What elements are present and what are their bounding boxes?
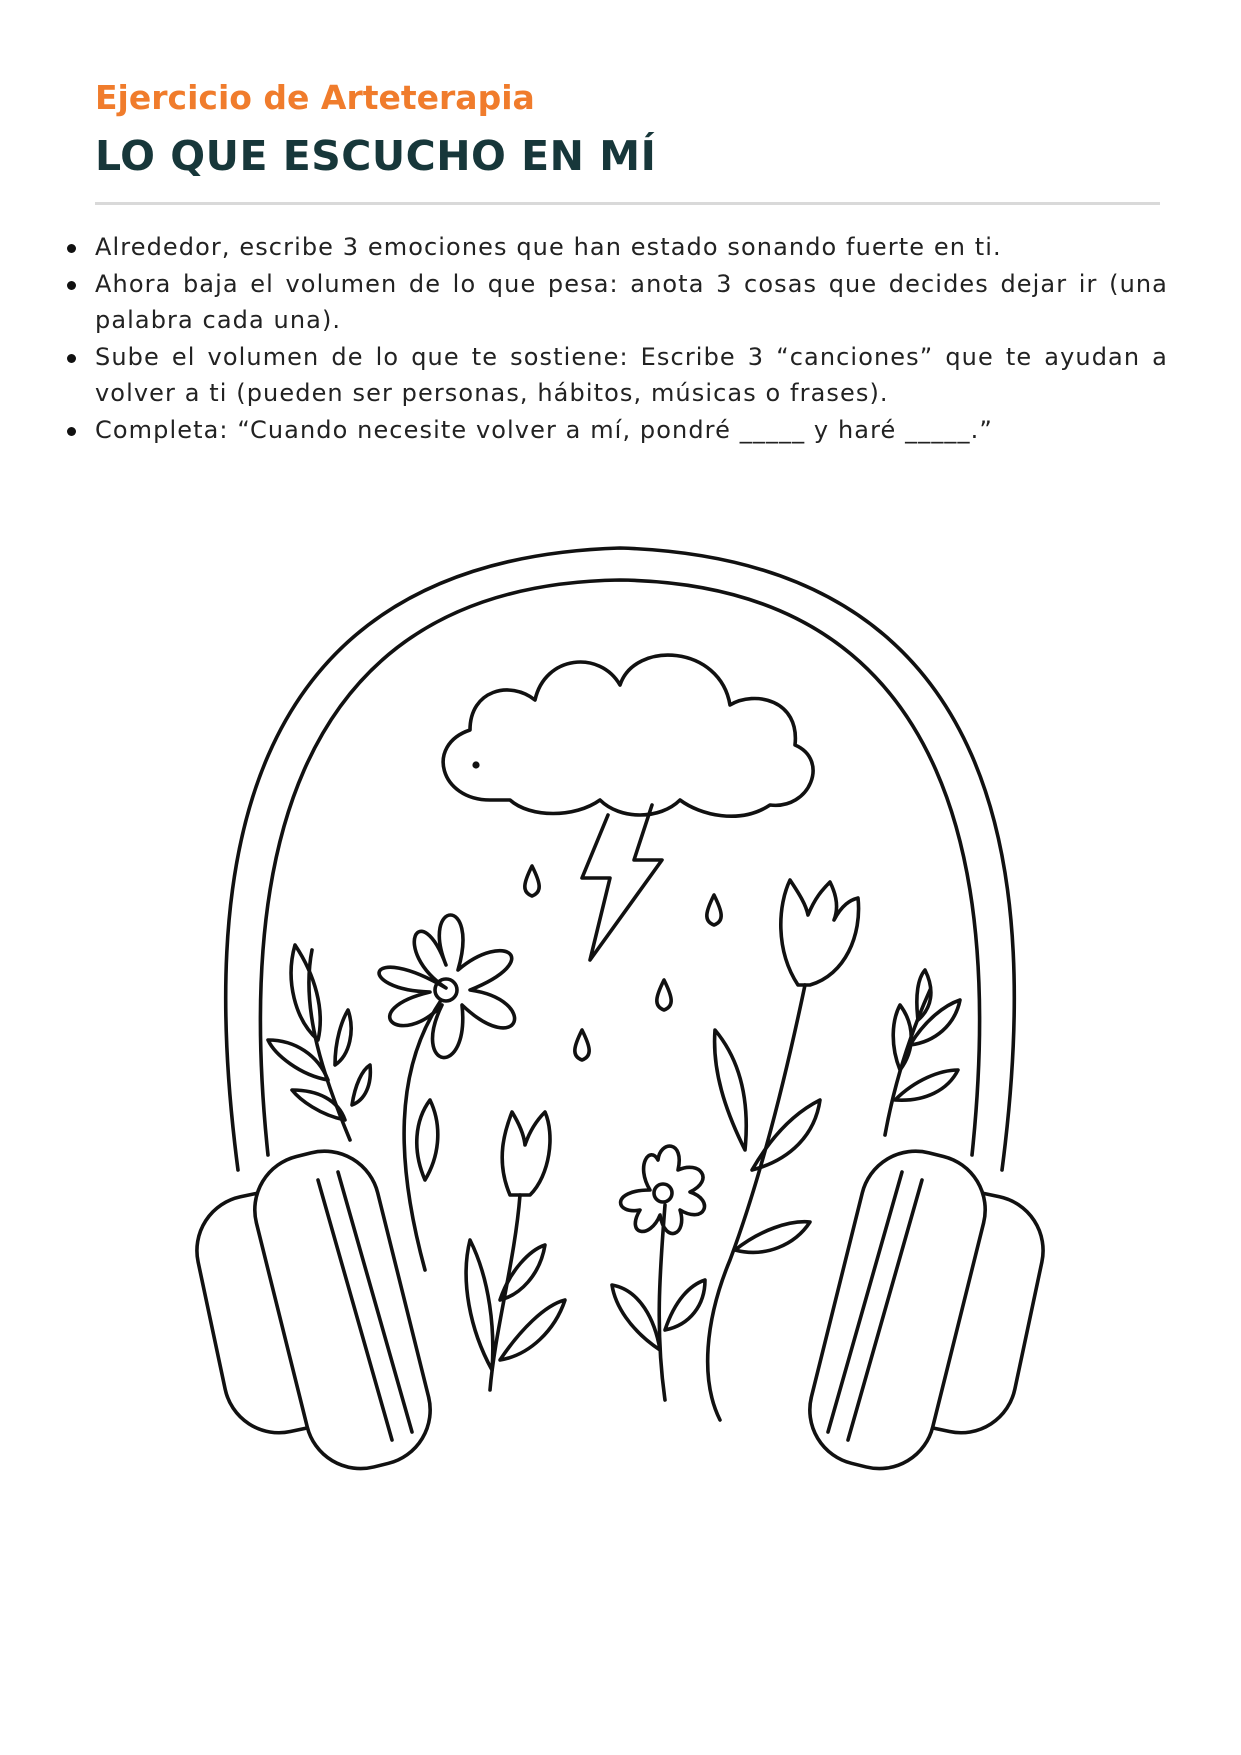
tulip-icon — [466, 1112, 565, 1390]
flower-icon — [379, 915, 514, 1270]
instruction-list — [95, 229, 1168, 448]
bullet-icon — [67, 281, 76, 290]
instruction-text: Completa: “Cuando necesite volver a mí, pondré _____ y haré _____.” — [95, 415, 993, 444]
headband-icon — [226, 548, 1015, 1170]
instruction-text: Alrededor, escribe 3 emociones que han estado sonando fuerte en ti. — [95, 233, 1002, 261]
instruction-item — [95, 229, 1168, 266]
left-earcup-icon — [187, 1140, 442, 1481]
bullet-icon — [67, 354, 76, 363]
instruction-item — [95, 339, 1168, 412]
instruction-item — [95, 266, 1168, 339]
instruction-text: Ahora baja el volumen de lo que pesa: anota 3 cosas que decides dejar ir (una palabra cada una). — [95, 269, 1168, 334]
leaf-icon — [885, 970, 960, 1135]
worksheet-title: LO QUE ESCUCHO EN MÍ — [95, 132, 657, 180]
flower-icon — [612, 1146, 705, 1400]
worksheet-subtitle: Ejercicio de Arteterapia — [95, 78, 535, 117]
header-divider — [95, 202, 1160, 205]
raindrop-icon — [525, 866, 721, 1060]
bullet-icon — [67, 244, 76, 253]
cloud-icon — [443, 655, 813, 816]
instruction-item — [95, 412, 1168, 449]
instruction-text: Sube el volumen de lo que te sostiene: Escribe 3 “canciones” que te ayudan a volver a ti (pueden ser personas, hábitos, músicas o frases). — [95, 342, 1168, 407]
right-earcup-icon — [798, 1140, 1053, 1481]
worksheet-header — [95, 76, 1160, 184]
bullet-icon — [67, 427, 76, 436]
coloring-illustration — [100, 515, 1140, 1555]
lightning-icon — [582, 805, 662, 960]
